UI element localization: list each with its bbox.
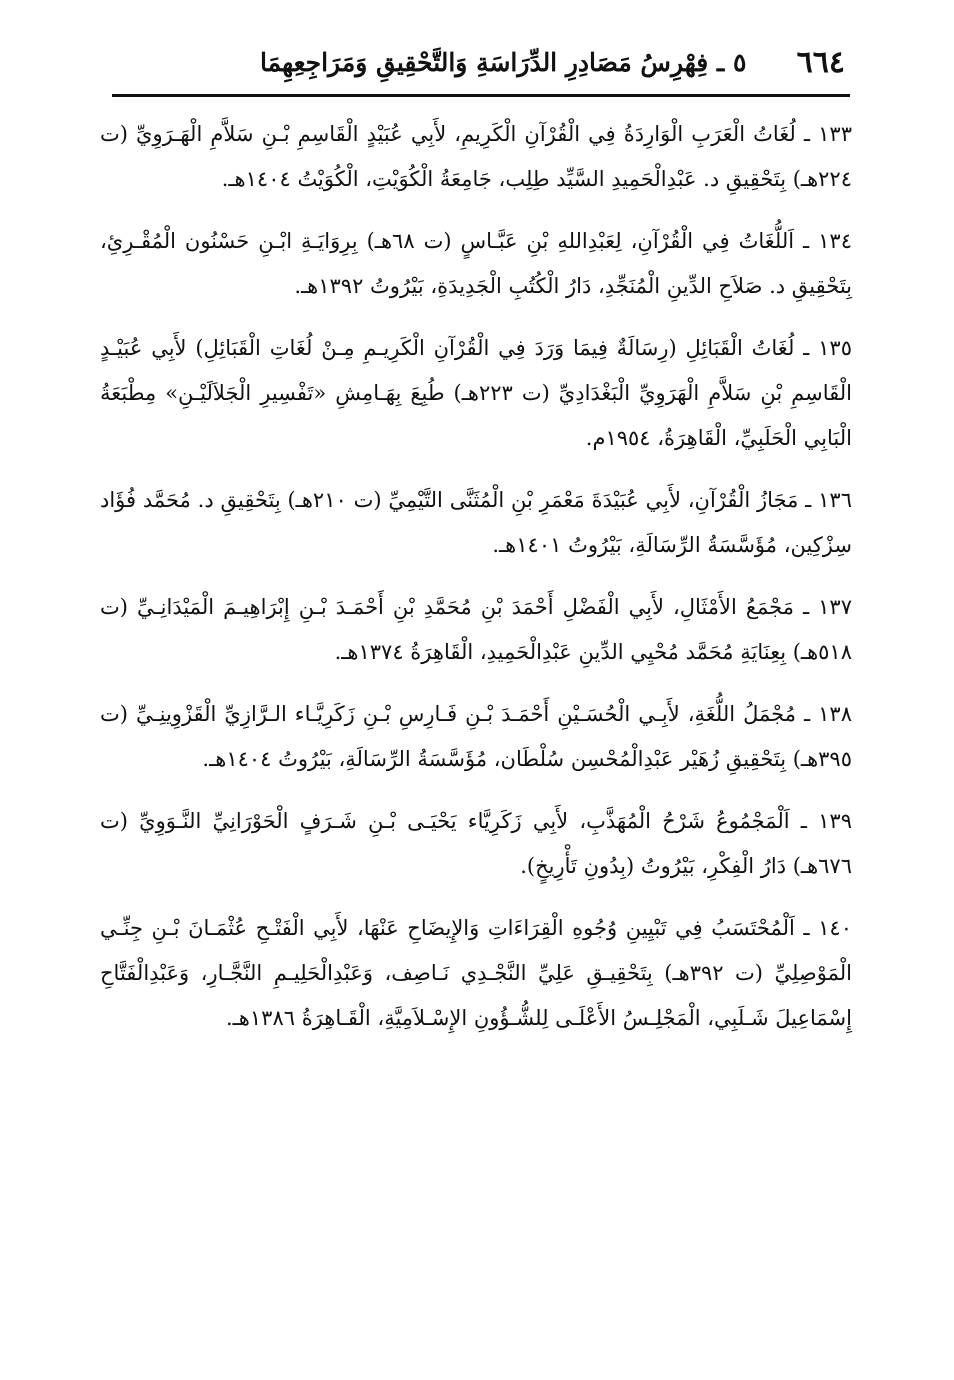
bibliography-entry-139 — [100, 799, 852, 889]
bibliography-entry-138 — [100, 692, 852, 782]
entry-number: ١٣٤ — [818, 229, 852, 253]
entry-number: ١٣٧ — [818, 595, 852, 619]
bibliography-entry-136 — [100, 478, 852, 568]
header-rule — [112, 94, 850, 97]
entry-text: ـ لُغَاتُ الْقَبَائِلِ (رِسَالَةٌ فِيمَا وَرَدَ فِي الْقُرْآنِ الْكَرِيـمِ مِـنْ لُغَاتِ الْقَبَائِلِ) لأَبِي عُبَيْـدٍ الْقَاسِمِ بْنِ سَلاَّمِ الْهَرَوِيِّ الْبَغْدَادِيِّ (ت ٢٢٣هـ) طُبِعَ بِهَـامِشِ «تَفْسِيرِ الْجَلاَلَيْـنِ» مِطْبَعَةُ الْبَابِي الْحَلَبِيِّ، الْقَاهِرَةُ، ١٩٥٤م. — [100, 336, 852, 450]
entry-number: ١٣٦ — [818, 488, 852, 512]
entry-text: ـ اَلْمُحْتَسَبُ فِي تَبْيِينِ وُجُوهِ الْقِرَاءَاتِ وَالإِيضَاحِ عَنْهَا، لأَبِي الْفَتْـحِ عُثْمَـانَ بْـنِ جِنِّـي الْمَوْصِلِيِّ (ت ٣٩٢هـ) بِتَحْقِيـقِ عَلِيِّ النَّجْـدِي نَـاصِف، وَعَبْدِالْحَلِيـمِ النَّجَّـارِ، وَعَبْدِالْفَتَّاحِ إِسْمَاعِيلَ شَـلَبِي، الْمَجْلِـسُ الأَعْلَـى لِلشُّـؤُونِ الإِسْـلاَمِيَّةِ، الْقَـاهِرَةُ ١٣٨٦هـ. — [100, 916, 852, 1030]
entry-number: ١٣٣ — [818, 122, 852, 146]
entry-text: ـ اَللُّغَاتُ فِي الْقُرْآنِ، لِعَبْدِاللهِ بْنِ عَبَّـاسٍ (ت ٦٨هـ) بِرِوَايَـةِ ابْـنِ حَسْنُون الْمُقْـرِئِ، بِتَحْقِيقِ د. صَلاَحِ الدِّينِ الْمُنَجِّدِ، دَارُ الْكُتُبِ الْجَدِيدَةِ، بَيْرُوتُ ١٣٩٢هـ. — [100, 229, 852, 298]
entry-number: ١٤٠ — [818, 916, 852, 940]
entry-text: ـ مَجَازُ الْقُرْآنِ، لأَبِي عُبَيْدَةَ مَعْمَرِ بْنِ الْمُثَنَّى التَّيْمِيِّ (ت ٢١٠هـ) بِتَحْقِيقِ د. مُحَمَّد فُؤَاد سِزْكِين، مُؤَسَّسَةُ الرِّسَالَةِ، بَيْرُوتُ ١٤٠١هـ. — [100, 488, 852, 557]
bibliography-entry-133 — [100, 112, 852, 202]
bibliography-entry-140 — [100, 906, 852, 1041]
bibliography-list — [100, 112, 852, 1058]
running-title: ٥ ـ فِهْرِسُ مَصَادِرِ الدِّرَاسَةِ وَالتَّحْقِيقِ وَمَرَاجِعِهِمَا — [260, 47, 747, 77]
entry-text: ـ مَجْمَعُ الأَمْثَالِ، لأَبِي الْفَضْلِ أَحْمَدَ بْنِ مُحَمَّدِ بْنِ أَحْمَـدَ بْـنِ إِبْرَاهِيـمَ الْمَيْدَانِـيِّ (ت ٥١٨هـ) بِعِنَايَةِ مُحَمَّد مُحْيِي الدِّينِ عَبْدِالْحَمِيدِ، الْقَاهِرَةُ ١٣٧٤هـ. — [100, 595, 852, 664]
entry-text: ـ مُجْمَلُ اللُّغَةِ، لأَبِـي الْحُسَـيْنِ أَحْمَـدَ بْـنِ فَـارِسِ بْـنِ زَكَرِيَّـاء الـرَّازِيِّ الْقَزْوِينِـيِّ (ت ٣٩٥هـ) بِتَحْقِيقِ زُهَيْر عَبْدِالْمُحْسِن سُلْطَان، مُؤَسَّسَةُ الرِّسَالَةِ، بَيْرُوتُ ١٤٠٤هـ. — [100, 702, 852, 771]
page-header — [110, 38, 845, 86]
page-number: ٦٦٤ — [796, 44, 845, 80]
entry-number: ١٣٨ — [818, 702, 852, 726]
entry-number: ١٣٥ — [818, 336, 852, 360]
entry-text: ـ لُغَاتُ الْعَرَبِ الْوَارِدَةُ فِي الْقُرْآنِ الْكَرِيمِ، لأَبِي عُبَيْدٍ الْقَاسِمِ بْـنِ سَلاَّمِ الْهَـرَوِيِّ (ت ٢٢٤هـ) بِتَحْقِيقِ د. عَبْدِالْحَمِيدِ السَّيِّد طِلِب، جَامِعَةُ الْكُوَيْتِ، الْكُوَيْتُ ١٤٠٤هـ. — [100, 122, 852, 191]
bibliography-entry-137 — [100, 585, 852, 675]
bibliography-entry-134 — [100, 219, 852, 309]
entry-text: ـ اَلْمَجْمُوعُ شَرْحُ الْمُهَذَّبِ، لأَبِي زَكَرِيَّاء يَحْيَـى بْـنِ شَـرَفٍ الْحَوْرَانِيِّ النَّـوَوِيِّ (ت ٦٧٦هـ) دَارُ الْفِكْرِ، بَيْرُوتُ (بِدُونِ تَأْرِيخٍ). — [100, 809, 852, 878]
entry-number: ١٣٩ — [818, 809, 852, 833]
bibliography-entry-135 — [100, 326, 852, 461]
